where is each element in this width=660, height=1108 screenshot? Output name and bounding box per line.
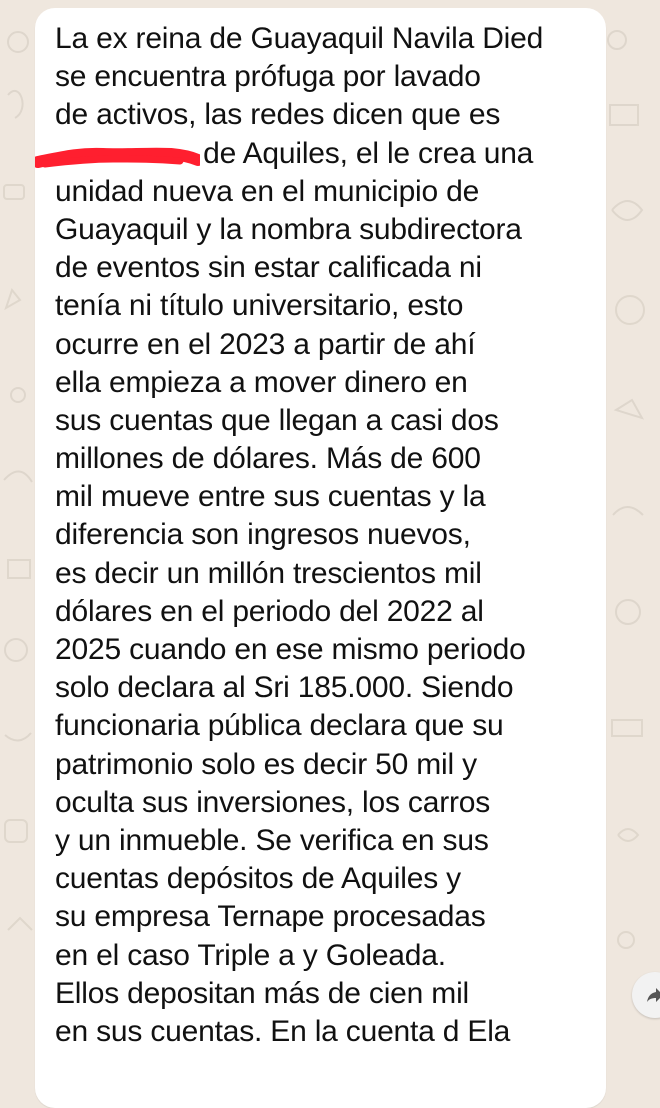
forward-arrow-icon xyxy=(644,984,660,1006)
red-scribble-icon xyxy=(35,135,200,173)
message-line: oculta sus inversiones, los carros xyxy=(55,785,491,819)
message-line: en sus cuentas. En la cuenta d Ela xyxy=(55,1014,511,1048)
message-line: patrimonio solo es decir 50 mil y xyxy=(55,747,477,781)
message-text xyxy=(55,20,595,1051)
message-line: dólares en el periodo del 2022 al xyxy=(55,594,484,628)
message-line: 2025 cuando en ese mismo periodo xyxy=(55,633,526,666)
message-line: solo declara al Sri 185.000. Siendo xyxy=(55,671,514,705)
message-line: unidad nueva en el municipio de xyxy=(55,174,480,208)
message-line: funcionaria pública declara que su xyxy=(55,709,504,743)
redacted-line-suffix: de Aquiles, el le crea una xyxy=(203,136,534,170)
message-line: de eventos sin estar calificada ni xyxy=(55,251,482,285)
message-line: cuentas depósitos de Aquiles y xyxy=(55,862,461,896)
message-line: ella empieza a mover dinero en xyxy=(55,365,468,399)
message-line: La ex reina de Guayaquil Navila Died xyxy=(55,22,544,55)
message-line: Ellos depositan más de cien mil xyxy=(55,976,470,1010)
message-line: sus cuentas que llegan a casi dos xyxy=(55,403,499,437)
message-line: y un inmueble. Se verifica en sus xyxy=(55,823,489,857)
message-line: su empresa Ternape procesadas xyxy=(55,900,486,934)
redaction-scribble xyxy=(55,135,195,173)
message-line: Guayaquil y la nombra subdirectora xyxy=(55,212,522,246)
message-line: mil mueve entre sus cuentas y la xyxy=(55,480,486,514)
message-line: millones de dólares. Más de 600 xyxy=(55,442,481,476)
message-line: de activos, las redes dicen que es xyxy=(55,98,501,132)
message-line-redacted xyxy=(55,135,595,173)
message-line: diferencia son ingresos nuevos, xyxy=(55,518,471,552)
message-line: es decir un millón trescientos mil xyxy=(55,556,482,590)
message-line: en el caso Triple a y Goleada. xyxy=(55,938,446,972)
message-line: tenía ni título universitario, esto xyxy=(55,289,464,323)
message-line: ocurre en el 2023 a partir de ahí xyxy=(55,327,476,361)
message-line: se encuentra prófuga por lavado xyxy=(55,60,481,94)
